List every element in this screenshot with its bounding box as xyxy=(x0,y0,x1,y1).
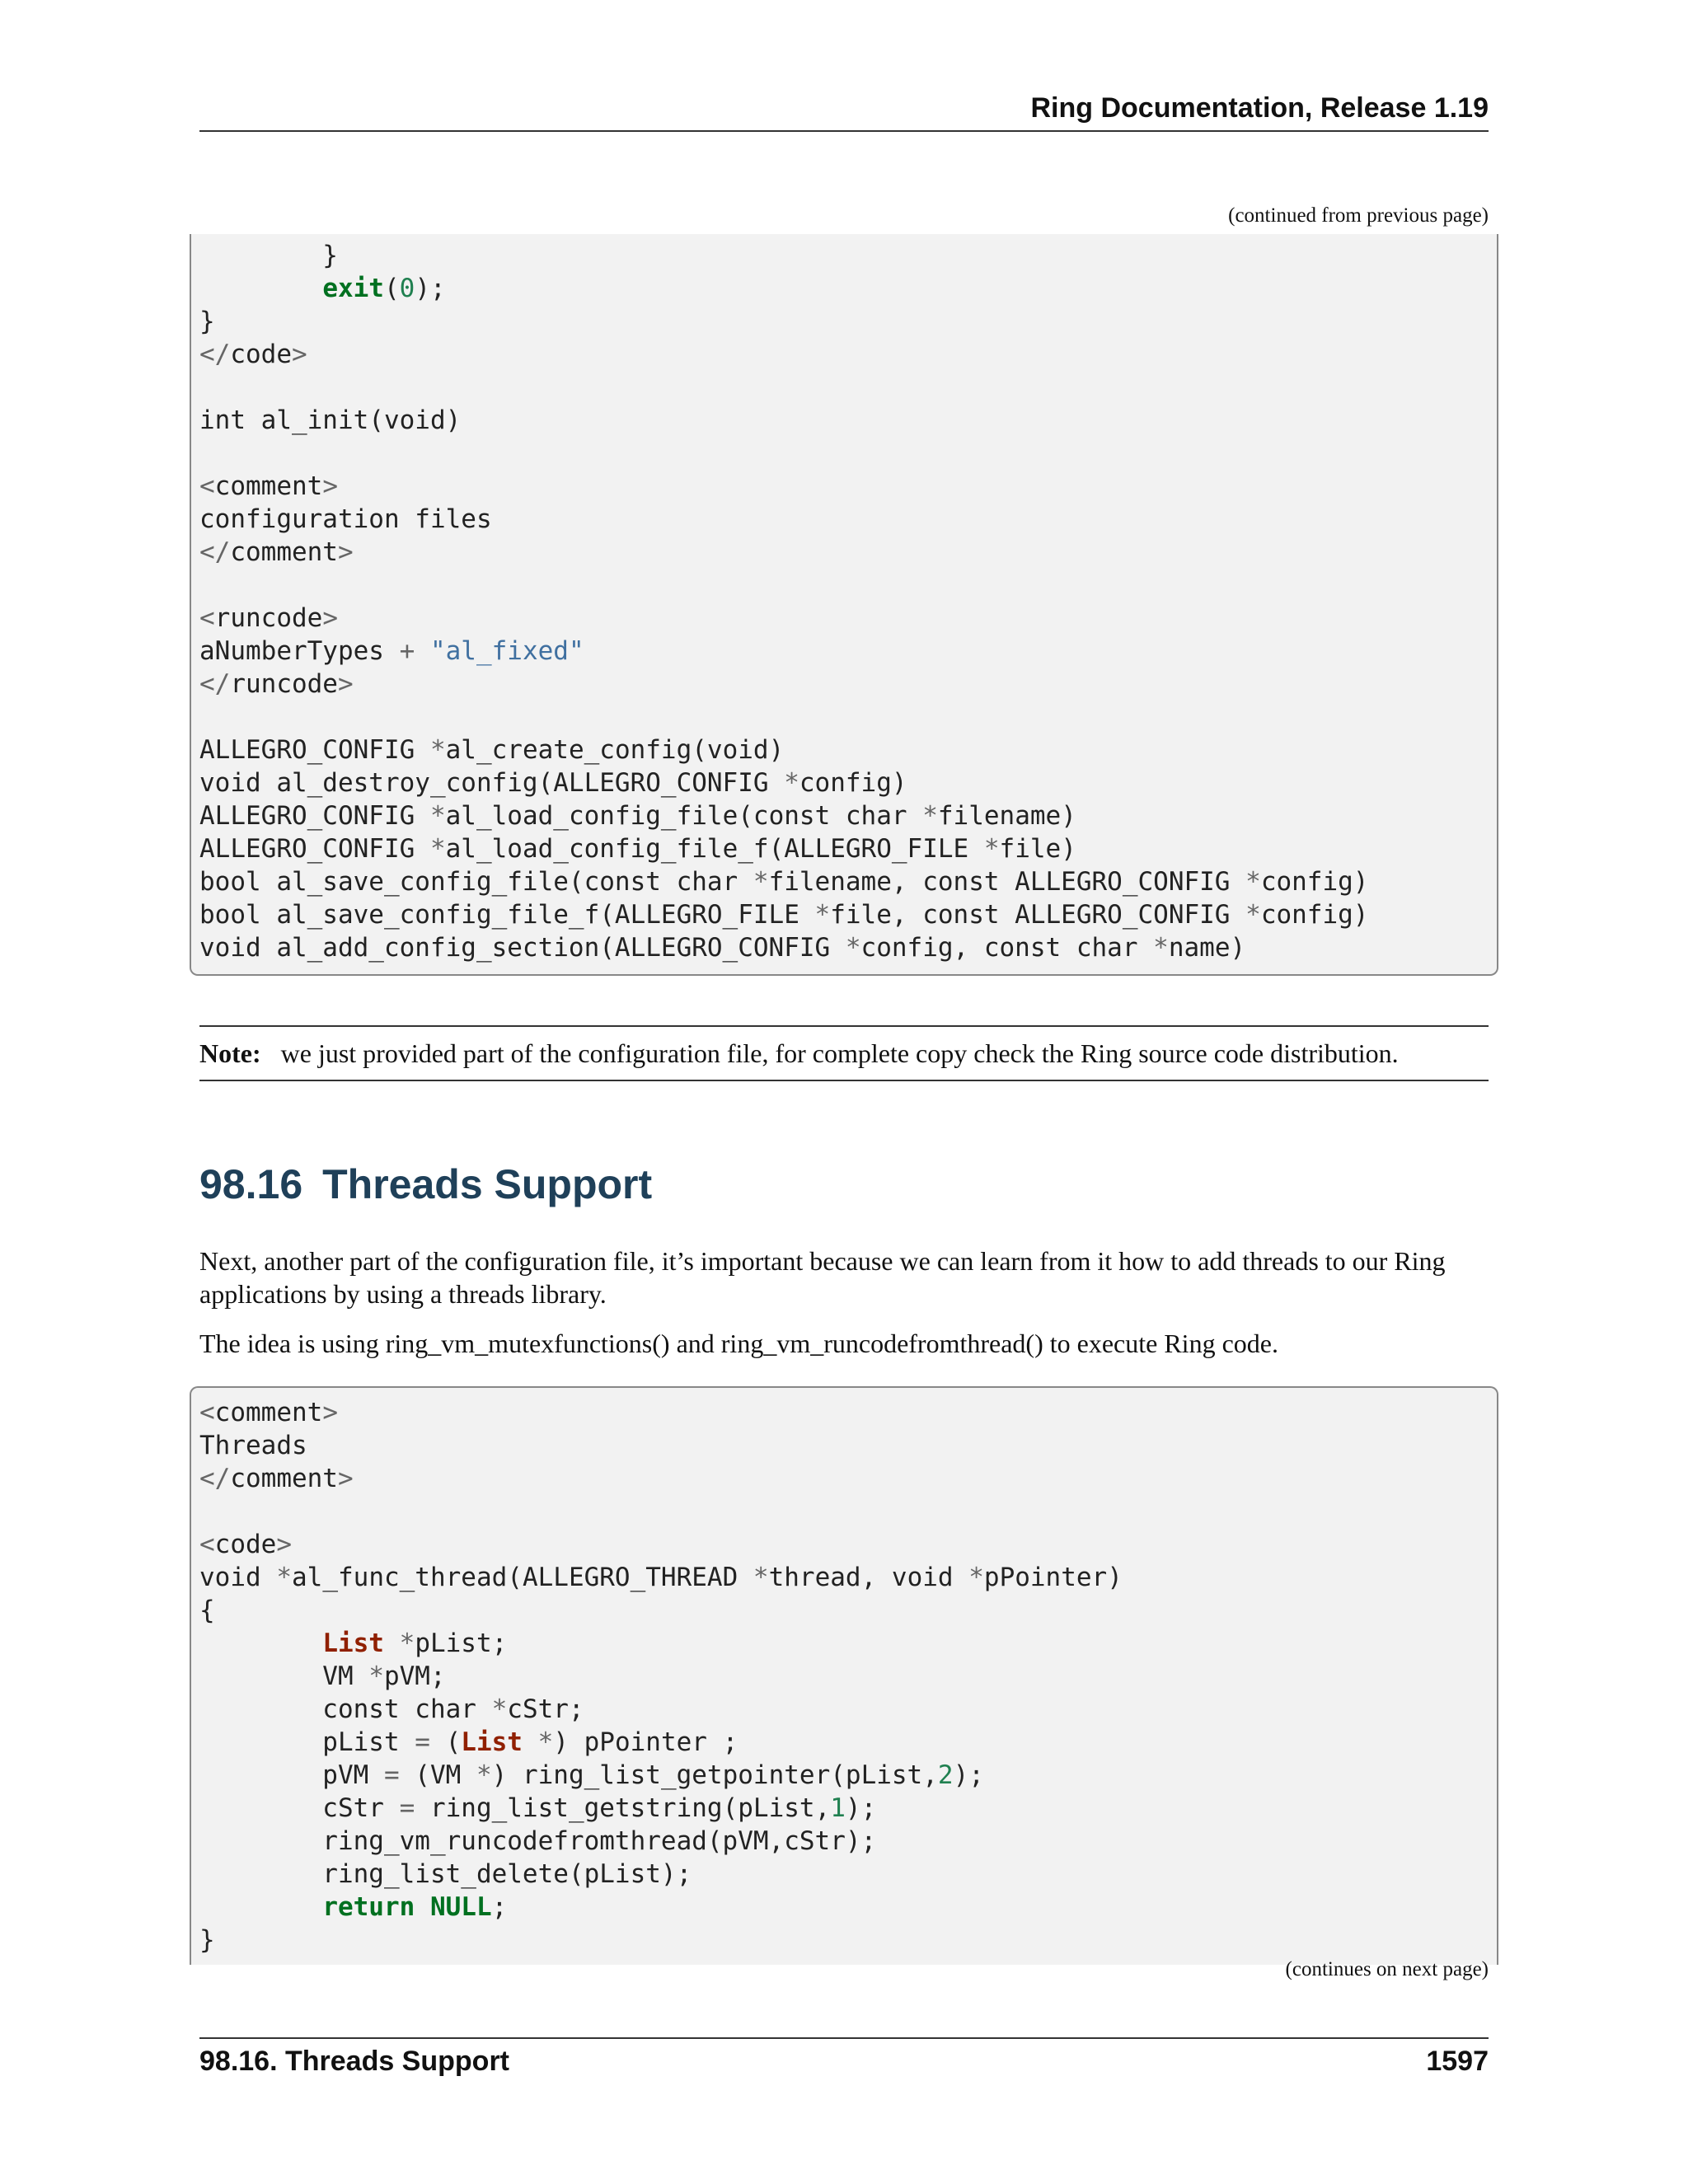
header-rule xyxy=(199,130,1489,132)
footer-page-number: 1597 xyxy=(1426,2046,1489,2077)
footer-section-title: 98.16. Threads Support xyxy=(199,2046,509,2077)
section-heading xyxy=(199,1160,652,1208)
code-block-threads xyxy=(190,1386,1498,1965)
paragraph-intro: Next, another part of the configuration file, it’s important because we can learn from it how to add threads to our Ring applications by using a threads library. xyxy=(199,1246,1446,1309)
continued-from-note: (continued from previous page) xyxy=(1228,204,1489,227)
section-title: Threads Support xyxy=(322,1161,653,1207)
footer-rule xyxy=(199,2037,1489,2039)
section-number: 98.16 xyxy=(199,1161,303,1207)
continues-on-note: (continues on next page) xyxy=(1285,1958,1489,1980)
code-block-2-text: <comment> Threads </comment> <code> void *al_func_thread(ALLEGRO_THREAD *thread, void *pPointer) { List *pList; VM *pVM; const char *cStr; pList = (List *) pPointer ; pVM = (VM *) ring_list_getpointer(pList,2); cStr = ring_list_getstring(pList,1); ring_vm_runcodefromthread(pVM,cStr); ring_list_delete(pList); return NULL; } xyxy=(199,1398,1123,1955)
note-admonition xyxy=(199,1025,1489,1081)
paragraph-idea: The idea is using ring_vm_mutexfunctions() and ring_vm_runcodefromthread() to execute Ring code. xyxy=(199,1329,1278,1358)
code-block-1-text: } exit(0); } </code> int al_init(void) <comment> configuration files </comment> <runcode> aNumberTypes + "al_fixed" </runcode> ALLEGRO_CONFIG *al_create_config(void) void al_destroy_config(ALLEGRO_CONFIG *config) ALLEGRO_CONFIG *al_load_config_file(const char *filename) ALLEGRO_CONFIG *al_load_config_file_f(ALLEGRO_FILE *file) bool al_save_config_file(const char *filename, const ALLEGRO_CONFIG *config) bool al_save_config_file_f(ALLEGRO_FILE *file, const ALLEGRO_CONFIG *config) void al_add_config_section(ALLEGRO_CONFIG *config, const char *name) xyxy=(199,241,1369,963)
running-header-title: Ring Documentation, Release 1.19 xyxy=(1030,92,1489,124)
code-block-config-files xyxy=(190,234,1498,976)
note-label: Note: xyxy=(199,1038,261,1068)
note-text: we just provided part of the configuration file, for complete copy check the Ring source code distribution. xyxy=(280,1038,1399,1068)
